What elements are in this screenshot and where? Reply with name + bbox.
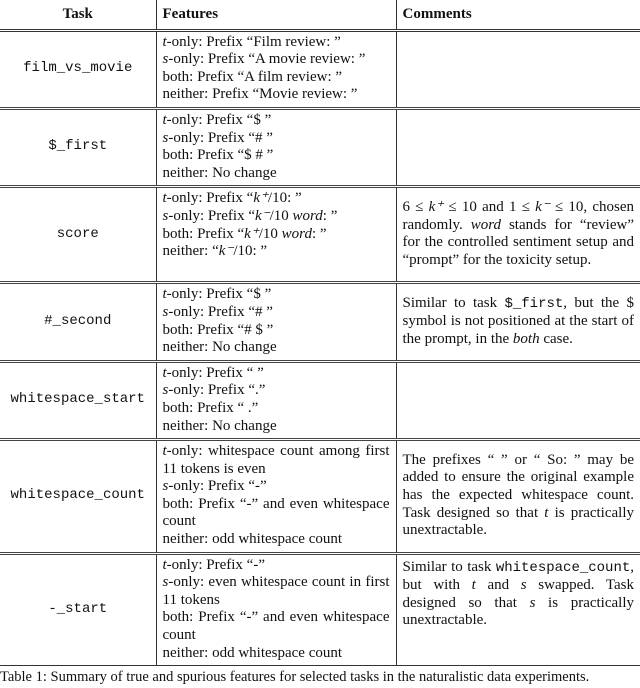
text-segment: s (162, 207, 169, 224)
text-segment: word (470, 216, 502, 233)
text-segment: , but the $ symbol is not positioned at the start of the prompt, in the (402, 294, 634, 347)
task-name: whitespace_start (0, 361, 156, 439)
text-segment: neither: odd whitespace count (162, 644, 343, 661)
text-segment: neither: No change (162, 339, 277, 356)
text-segment: both: Prefix “A film review: ” (162, 68, 343, 85)
text-segment: , but with (402, 558, 634, 594)
table-row (0, 440, 640, 554)
text-segment: both: Prefix “$ # ” (162, 147, 274, 164)
text-segment: s (529, 594, 536, 611)
text-segment: -only: Prefix “Film review: ” (166, 33, 341, 50)
feature-line (163, 34, 390, 52)
text-segment: word (292, 207, 323, 224)
comments-cell (396, 108, 640, 186)
feature-line (163, 130, 390, 148)
table-caption: Table 1: Summary of true and spurious features for selected tasks in the naturalistic data experiments. (0, 669, 590, 686)
task-name: $_first (0, 108, 156, 186)
table-row (0, 108, 640, 186)
feature-line (163, 112, 390, 130)
features-cell (156, 361, 396, 439)
task-name: #_second (0, 283, 156, 361)
text-segment: -only: Prefix “-” (168, 478, 267, 495)
text-segment: : ” (322, 207, 338, 224)
table-row (0, 187, 640, 283)
text-segment: both (512, 330, 540, 347)
feature-line (163, 496, 390, 531)
feature-line (163, 86, 390, 104)
text-segment: s (162, 51, 169, 68)
text-segment: k⁻ (255, 207, 270, 224)
text-segment: word (281, 225, 312, 242)
task-name: -_start (0, 553, 156, 666)
text-segment: k⁺ (244, 225, 259, 242)
features-cell (156, 553, 396, 666)
text-segment: The prefixes “ ” or “ So: ” may be added to ensure the original example has the expected whitespace count. Task designed so that (402, 451, 634, 521)
comments-cell (396, 440, 640, 554)
header-task: Task (0, 0, 156, 30)
text-segment: neither: Prefix “Movie review: ” (162, 86, 358, 103)
feature-line (163, 418, 390, 436)
text-segment: both: Prefix “# $ ” (162, 321, 274, 338)
text-segment: t (162, 111, 167, 128)
text-segment: -only: Prefix “.” (168, 382, 266, 399)
text-segment: s (162, 574, 169, 591)
text-segment: : ” (311, 225, 327, 242)
text-segment: -only: Prefix “ (168, 207, 255, 224)
text-segment: neither: odd whitespace count (162, 531, 343, 548)
text-segment: whitespace_count (495, 559, 631, 576)
text-segment: t (544, 504, 549, 521)
header-features: Features (156, 0, 396, 30)
text-segment: case. (539, 330, 573, 347)
text-segment: k⁻ (535, 199, 550, 216)
features-cell (156, 30, 396, 108)
features-cell (156, 187, 396, 283)
text-segment: t (471, 577, 476, 594)
text-segment: neither: “ (162, 243, 219, 260)
text-segment: ≤ 10 and 1 ≤ (443, 199, 536, 216)
feature-line (163, 243, 390, 261)
text-segment: 6 ≤ (402, 199, 429, 216)
table-row (0, 283, 640, 361)
feature-line (163, 226, 390, 244)
table-row (0, 361, 640, 439)
text-segment: -only: even whitespace count in first 11 tokens (162, 574, 390, 608)
feature-line (163, 165, 390, 183)
text-segment: -only: Prefix “# ” (168, 129, 273, 146)
text-segment: /10: ” (233, 243, 268, 260)
text-segment: s (162, 129, 169, 146)
feature-line (163, 609, 390, 644)
text-segment: k⁺ (253, 190, 268, 207)
feature-line (163, 645, 390, 663)
comments-cell (396, 361, 640, 439)
text-segment: -only: Prefix “$ ” (166, 111, 272, 128)
feature-line (163, 478, 390, 496)
task-name: score (0, 187, 156, 283)
text-segment: ≤ 10, chosen randomly. (402, 199, 635, 233)
comments-cell (396, 553, 640, 666)
task-name: whitespace_count (0, 440, 156, 554)
text-segment: both: Prefix “-” and even whitespace count (162, 609, 390, 644)
header-comments: Comments (396, 0, 640, 30)
text-segment: neither: No change (162, 164, 277, 181)
text-segment: s (520, 577, 527, 594)
table-row (0, 30, 640, 108)
text-segment: k⁺ (428, 199, 444, 216)
text-segment: stands for “review” for the controlled sentiment setup and “prompt” for the toxicity setup. (402, 216, 634, 268)
feature-line (163, 208, 390, 226)
text-segment: both: Prefix “ (162, 225, 245, 242)
feature-line (163, 574, 390, 609)
text-segment: -only: Prefix “# ” (168, 303, 273, 320)
text-segment: /10 (269, 207, 293, 224)
text-segment: t (162, 443, 167, 460)
text-segment: t (162, 556, 167, 573)
table-row (0, 553, 640, 666)
text-segment: -only: Prefix “A movie review: ” (168, 51, 366, 68)
feature-line (163, 304, 390, 322)
text-segment: Similar to task (402, 558, 496, 575)
feature-line (163, 557, 390, 575)
features-cell (156, 283, 396, 361)
text-segment: t (162, 364, 167, 381)
feature-line (163, 400, 390, 418)
task-name: film_vs_movie (0, 30, 156, 108)
text-segment: and (475, 577, 521, 594)
text-segment: neither: No change (162, 417, 277, 434)
features-cell (156, 440, 396, 554)
feature-line (163, 365, 390, 383)
comments-cell (396, 283, 640, 361)
text-segment: both: Prefix “-” and even whitespace count (162, 495, 390, 530)
feature-line (163, 531, 390, 549)
feature-line (163, 322, 390, 340)
text-segment: t (162, 190, 167, 207)
feature-line (163, 443, 390, 478)
header-row (0, 0, 640, 30)
text-segment: t (162, 286, 167, 303)
text-segment: is practically unextractable. (402, 504, 634, 539)
text-segment: s (162, 478, 169, 495)
text-segment: $_first (504, 295, 564, 312)
feature-line (163, 286, 390, 304)
text-segment: swapped. Task designed so that (402, 577, 634, 611)
text-segment: s (162, 303, 169, 320)
text-segment: k⁻ (218, 243, 234, 260)
feature-line (163, 147, 390, 165)
feature-line (163, 382, 390, 400)
text-segment: s (162, 382, 169, 399)
text-segment: t (162, 33, 167, 50)
text-segment: Similar to task (402, 294, 505, 311)
features-cell (156, 108, 396, 186)
text-segment: -only: Prefix “ ” (166, 364, 264, 381)
text-segment: -only: Prefix “$ ” (166, 286, 272, 303)
feature-line (163, 51, 390, 69)
text-segment: is practically unextractable. (402, 594, 634, 629)
text-segment: -only: whitespace count among first 11 tokens is even (162, 443, 390, 477)
text-segment: /10: ” (267, 190, 302, 207)
text-segment: /10 (258, 225, 282, 242)
text-segment: both: Prefix “ .” (162, 399, 259, 416)
feature-line (163, 69, 390, 87)
comments-cell (396, 30, 640, 108)
text-segment: -only: Prefix “-” (166, 556, 265, 573)
feature-line (163, 339, 390, 357)
comments-cell (396, 187, 640, 283)
feature-line (163, 190, 390, 208)
text-segment: -only: Prefix “ (166, 190, 254, 207)
